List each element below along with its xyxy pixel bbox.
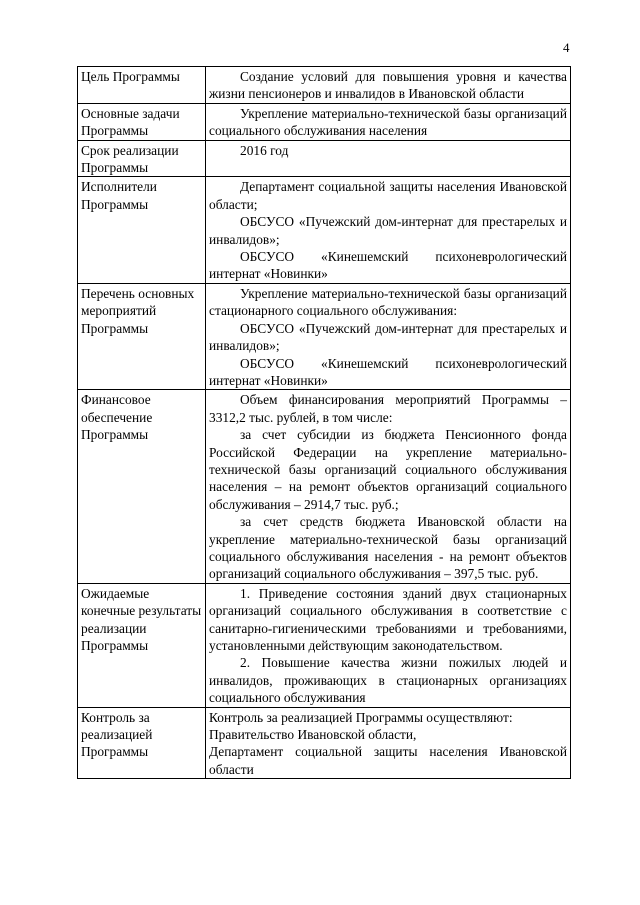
row-content [206,177,571,283]
paragraph: ОБСУСО «Кинешемский психоневрологический интернат «Новинки» [209,249,567,282]
paragraph: Правительство Ивановской области, [209,727,417,743]
row-label: Срок реализации Программы [78,140,206,177]
program-passport-table [77,66,571,779]
paragraph: 1. Приведение состояния зданий двух стационарных организаций социального обслуживания в соответствие с санитарно-гигиеническими требованиями и требованиями, установленными действующим законодательством. [209,585,567,653]
paragraph: ОБСУСО «Пучежский дом-интернат для престарелых и инвалидов»; [209,214,567,247]
paragraph: 2. Повышение качества жизни пожилых людей и инвалидов, проживающих в стационарных организациях социального обслуживания [209,655,567,706]
paragraph: 2016 год [240,142,289,158]
row-content [206,140,571,177]
row-content [206,707,571,779]
table-row-funding [78,390,571,583]
table-row-control [78,707,571,779]
paragraph: Департамент социальной защиты населения Ивановской области; [209,179,567,212]
paragraph: Контроль за реализацией Программы осуществляют: [209,709,513,725]
page-number: 4 [563,40,570,55]
row-label: Ожидаемые конечные результаты реализации Программы [78,583,206,707]
row-label: Цель Программы [78,67,206,104]
row-content [206,583,571,707]
row-label: Основные задачи Программы [78,103,206,140]
row-content [206,283,571,389]
paragraph: Создание условий для повышения уровня и качества жизни пенсионеров и инвалидов в Ивановской области [209,69,567,102]
paragraph: ОБСУСО «Кинешемский психоневрологический интернат «Новинки» [209,355,567,388]
paragraph: за счет средств бюджета Ивановской области на укрепление материально-технической базы организаций социального обслуживания населения - на ремонт объектов организаций социального обслуживания – 397,5 тыс. руб. [209,514,567,582]
paragraph: Департамент социальной защиты населения Ивановской области [209,744,567,777]
paragraph: Укрепление материально-технической базы организаций социального обслуживания населения [209,105,567,139]
row-label: Контроль за реализацией Программы [78,707,206,779]
row-label: Финансовое обеспечение Программы [78,390,206,583]
row-label: Перечень основных мероприятий Программы [78,283,206,389]
table-row-term [78,140,571,177]
table-row-tasks [78,103,571,140]
paragraph: Объем финансирования мероприятий Программы – 3312,2 тыс. рублей, в том числе: [209,392,567,425]
table-row-results [78,583,571,707]
paragraph: ОБСУСО «Пучежский дом-интернат для престарелых и инвалидов»; [209,320,567,354]
table-row-executors [78,177,571,283]
row-content [206,67,571,104]
paragraph: Укрепление материально-технической базы организаций стационарного социального обслуживания: [209,285,567,319]
row-content [206,103,571,140]
table-row-activities [78,283,571,389]
table-row-goal [78,67,571,104]
paragraph: за счет субсидии из бюджета Пенсионного фонда Российской Федерации на укрепление материально-технической базы организаций социального обслуживания населения – на ремонт объектов организаций социального обслуживания – 2914,7 тыс. руб.; [209,427,567,512]
row-content [206,390,571,583]
row-label: Исполнители Программы [78,177,206,283]
